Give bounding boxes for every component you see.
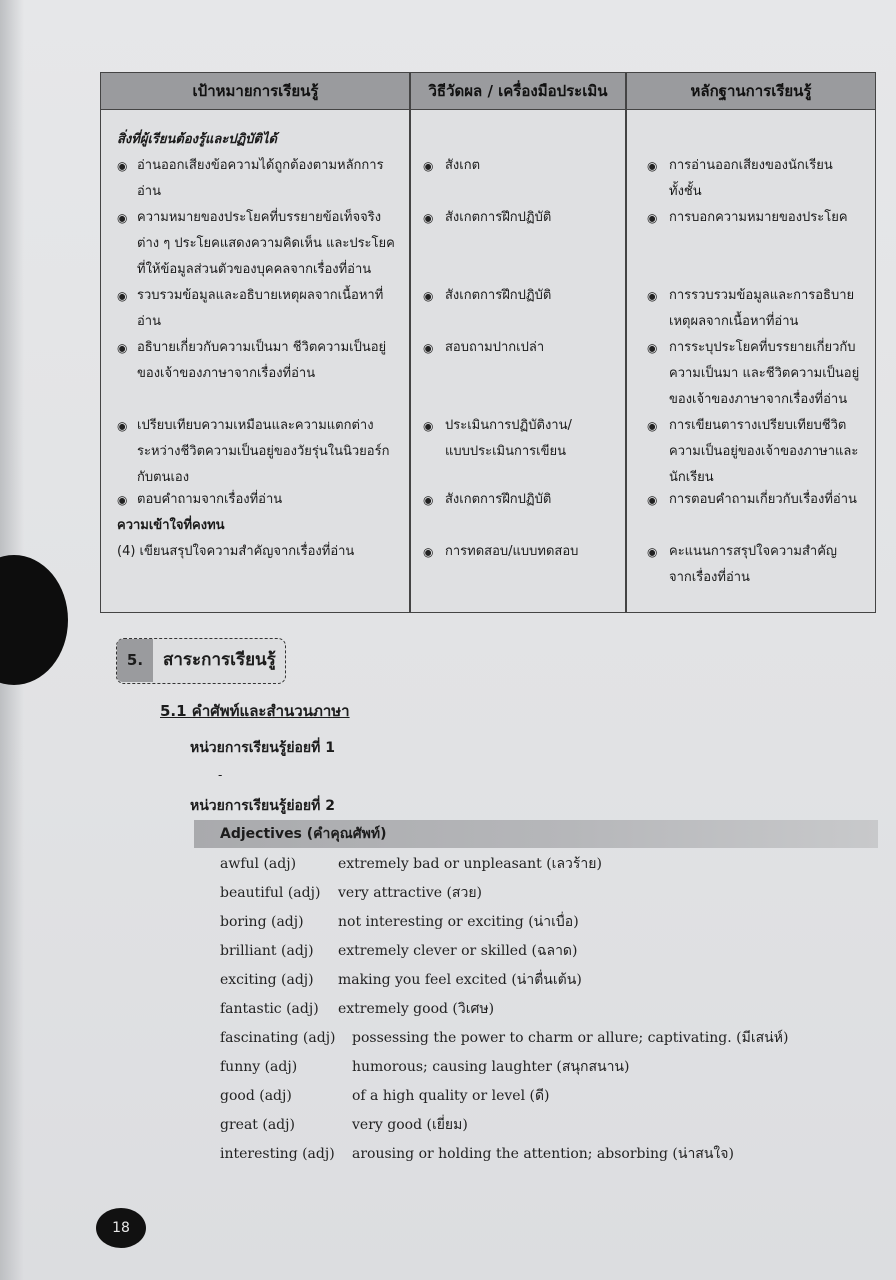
goal-text-line: อ่านออกเสียงข้อความได้ถูกต้องตามหลักการอ่าน	[137, 158, 384, 199]
vocab-entry	[0, 1024, 896, 1052]
evidence-text-line: เหตุผลจากเนื้อหาที่อ่าน	[669, 314, 799, 329]
vocab-word: fantastic (adj)	[220, 1001, 319, 1017]
vocab-entry	[0, 1082, 896, 1110]
punch-hole	[0, 555, 68, 685]
subsection-heading: 5.1 คำศัพท์และสำนวนภาษา	[160, 702, 350, 720]
evidence-text-line: ความเป็นมา และชีวิตความเป็นอยู่	[669, 366, 860, 381]
vocab-definition: extremely good (วิเศษ)	[338, 1001, 495, 1017]
method-text-line: สังเกต	[445, 158, 481, 173]
goal-text-line: ต่าง ๆ ประโยคแสดงความคิดเห็น และประโยค	[137, 236, 395, 251]
goal-text-line: ตอบคำถามจากเรื่องที่อ่าน	[137, 492, 283, 507]
goal-text-line: อธิบายเกี่ยวกับความเป็นมา ชีวิตความเป็นอยู่	[137, 340, 387, 355]
vocab-entry	[0, 995, 896, 1023]
goal-bullet-icon: ◉	[117, 493, 128, 507]
column-divider	[625, 73, 627, 612]
table-row-7-goal: (4) เขียนสรุปใจความสำคัญจากเรื่องที่อ่าน	[117, 544, 355, 559]
section-number: 5.	[117, 639, 153, 682]
evidence-bullet-icon: ◉	[647, 341, 658, 355]
assessment-table	[100, 72, 876, 613]
vocab-definition: making you feel excited (น่าตื่นเต้น)	[338, 972, 582, 988]
method-text-line: สอบถามปากเปล่า	[445, 340, 545, 355]
vocab-entry	[0, 966, 896, 994]
goal-text-line: ที่ให้ข้อมูลส่วนตัวของบุคคลจากเรื่องที่อ่าน	[137, 262, 372, 277]
method-text-line: แบบประเมินการเขียน	[445, 444, 566, 459]
goal-text-line: ความหมายของประโยคที่บรรยายข้อเท็จจริง	[137, 210, 382, 225]
goal-text-line: กับตนเอง	[137, 470, 190, 485]
table-header-row	[101, 73, 875, 110]
unit-1-heading: หน่วยการเรียนรู้ย่อยที่ 1	[190, 740, 335, 756]
method-text-line: สังเกตการฝึกปฏิบัติ	[445, 492, 552, 507]
method-text-line: การทดสอบ/แบบทดสอบ	[445, 544, 579, 559]
header-learning-goal: เป้าหมายการเรียนรู้	[192, 82, 319, 100]
evidence-bullet-icon: ◉	[647, 159, 658, 173]
vocab-entry	[0, 908, 896, 936]
evidence-text-line: การเขียนตารางเปรียบเทียบชีวิต	[669, 418, 847, 433]
evidence-text-line: คะแนนการสรุปใจความสำคัญ	[669, 544, 837, 559]
vocab-entry	[0, 879, 896, 907]
vocab-word: boring (adj)	[220, 914, 304, 930]
evidence-text-line: ของเจ้าของภาษาจากเรื่องที่อ่าน	[669, 392, 848, 407]
vocab-word: brilliant (adj)	[220, 943, 314, 959]
unit-2-heading: หน่วยการเรียนรู้ย่อยที่ 2	[190, 798, 335, 814]
goal-bullet-icon: ◉	[117, 211, 128, 225]
group-label-must-know: สิ่งที่ผู้เรียนต้องรู้และปฏิบัติได้	[117, 132, 277, 147]
vocab-entry	[0, 1053, 896, 1081]
method-bullet-icon: ◉	[423, 289, 434, 303]
evidence-text-line: การบอกความหมายของประโยค	[669, 210, 848, 225]
vocab-entry	[0, 850, 896, 878]
unit-1-content: -	[218, 768, 223, 782]
evidence-text-line: การอ่านออกเสียงของนักเรียน	[669, 158, 833, 173]
evidence-text-line: นักเรียน	[669, 470, 714, 485]
vocab-entry	[0, 1111, 896, 1139]
vocab-entry	[0, 1140, 896, 1168]
page-number: 18	[96, 1208, 146, 1248]
method-text-line: สังเกตการฝึกปฏิบัติ	[445, 288, 552, 303]
method-bullet-icon: ◉	[423, 341, 434, 355]
vocab-word: exciting (adj)	[220, 972, 314, 988]
goal-text-line: รวบรวมข้อมูลและอธิบายเหตุผลจากเนื้อหาที่อ่าน	[137, 288, 384, 329]
goal-bullet-icon: ◉	[117, 341, 128, 355]
goal-bullet-icon: ◉	[117, 419, 128, 433]
method-bullet-icon: ◉	[423, 493, 434, 507]
header-assessment-method: วิธีวัดผล / เครื่องมือประเมิน	[428, 82, 608, 100]
group-label-enduring-understanding: ความเข้าใจที่คงทน	[117, 518, 225, 533]
evidence-text-line: การตอบคำถามเกี่ยวกับเรื่องที่อ่าน	[669, 492, 857, 507]
goal-bullet-icon: ◉	[117, 159, 128, 173]
evidence-text-line: ทั้งชั้น	[669, 184, 702, 199]
method-bullet-icon: ◉	[423, 159, 434, 173]
goal-bullet-icon: ◉	[117, 289, 128, 303]
vocab-word: fascinating (adj)	[220, 1030, 336, 1046]
column-divider	[409, 73, 411, 612]
method-bullet-icon: ◉	[423, 545, 434, 559]
evidence-bullet-icon: ◉	[647, 493, 658, 507]
vocab-definition: humorous; causing laughter (สนุกสนาน)	[352, 1059, 630, 1075]
vocab-definition: extremely clever or skilled (ฉลาด)	[338, 943, 578, 959]
adjectives-bar	[194, 820, 878, 848]
adjectives-label: Adjectives (คำคุณศัพท์)	[220, 826, 387, 842]
evidence-text-line: จากเรื่องที่อ่าน	[669, 570, 750, 585]
goal-text-line: ของเจ้าของภาษาจากเรื่องที่อ่าน	[137, 366, 316, 381]
evidence-text-line: การระบุประโยคที่บรรยายเกี่ยวกับ	[669, 340, 856, 355]
vocab-definition: extremely bad or unpleasant (เลวร้าย)	[338, 856, 602, 872]
evidence-bullet-icon: ◉	[647, 545, 658, 559]
evidence-text-line: ความเป็นอยู่ของเจ้าของภาษาและ	[669, 444, 859, 459]
method-text-line: สังเกตการฝึกปฏิบัติ	[445, 210, 552, 225]
vocab-definition: not interesting or exciting (น่าเบื่อ)	[338, 914, 579, 930]
evidence-text-line: การรวบรวมข้อมูลและการอธิบาย	[669, 288, 855, 303]
vocab-word: beautiful (adj)	[220, 885, 321, 901]
vocab-word: awful (adj)	[220, 856, 297, 872]
evidence-bullet-icon: ◉	[647, 289, 658, 303]
vocab-definition: very good (เยี่ยม)	[352, 1117, 468, 1133]
method-bullet-icon: ◉	[423, 211, 434, 225]
vocab-entry	[0, 937, 896, 965]
vocab-definition: very attractive (สวย)	[338, 885, 483, 901]
method-text-line: ประเมินการปฏิบัติงาน/	[445, 418, 572, 433]
vocab-word: interesting (adj)	[220, 1146, 335, 1162]
section-5-heading	[116, 638, 286, 684]
goal-text-line: เปรียบเทียบความเหมือนและความแตกต่าง	[137, 418, 374, 433]
section-title: สาระการเรียนรู้	[163, 650, 276, 670]
vocab-word: funny (adj)	[220, 1059, 298, 1075]
evidence-bullet-icon: ◉	[647, 211, 658, 225]
goal-text-line: ระหว่างชีวิตความเป็นอยู่ของวัยรุ่นในนิวยอร์ก	[137, 444, 390, 459]
vocab-word: great (adj)	[220, 1117, 295, 1133]
evidence-bullet-icon: ◉	[647, 419, 658, 433]
vocab-definition: possessing the power to charm or allure; captivating. (มีเสน่ห์)	[352, 1030, 789, 1046]
header-learning-evidence: หลักฐานการเรียนรู้	[690, 82, 812, 100]
vocab-word: good (adj)	[220, 1088, 292, 1104]
method-bullet-icon: ◉	[423, 419, 434, 433]
vocab-definition: of a high quality or level (ดี)	[352, 1088, 550, 1104]
vocab-definition: arousing or holding the attention; absorbing (น่าสนใจ)	[352, 1146, 734, 1162]
